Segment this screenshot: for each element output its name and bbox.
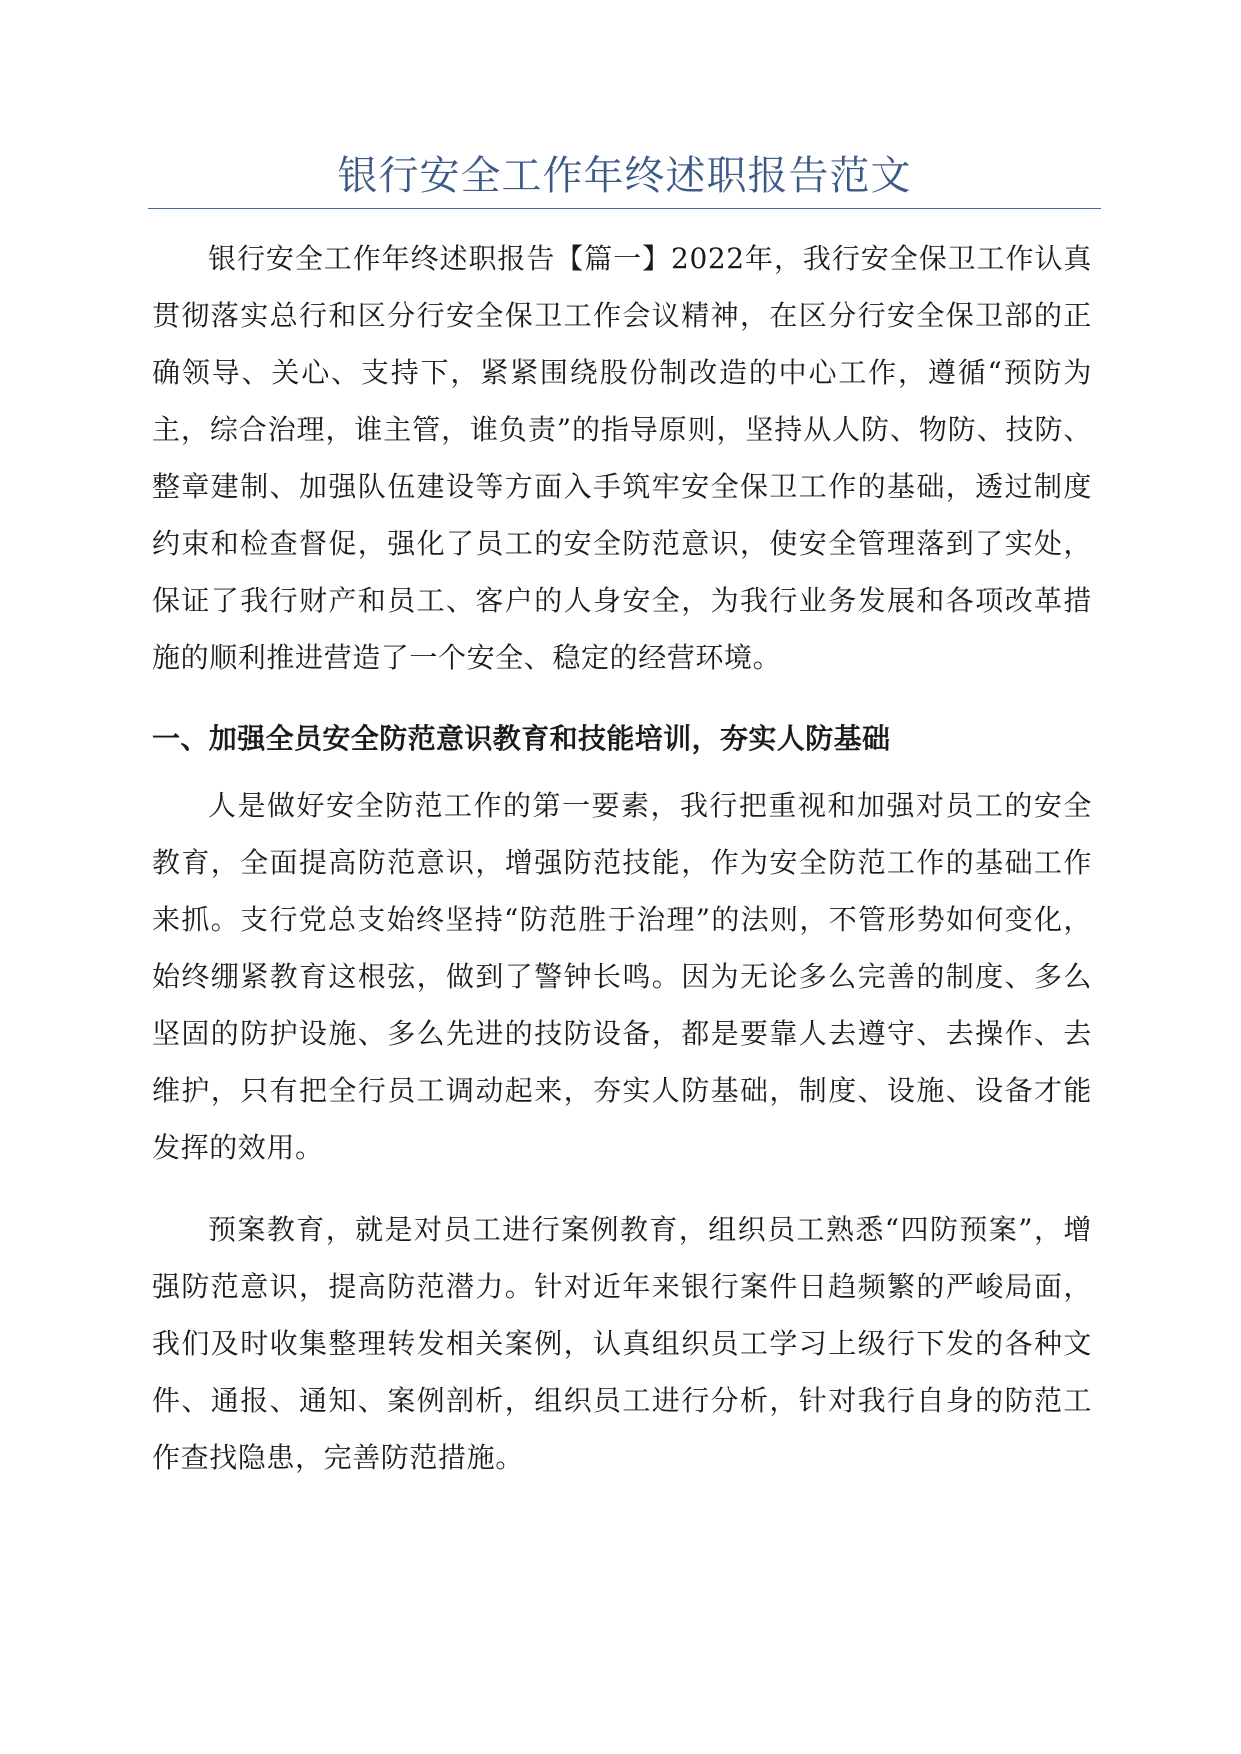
section-heading-1: 一、加强全员安全防范意识教育和技能培训，夯实人防基础	[152, 722, 891, 755]
title-underline-divider	[148, 208, 1101, 209]
document-body	[152, 230, 1092, 1486]
paragraph-personnel-defense: 人是做好安全防范工作的第一要素，我行把重视和加强对员工的安全教育，全面提高防范意识，增强防范技能，作为安全防范工作的基础工作来抓。支行党总支始终坚持“防范胜于治理”的法则，不管形势如何变化，始终绷紧教育这根弦，做到了警钟长鸣。因为无论多么完善的制度、多么坚固的防护设施、多么先进的技防设备，都是要靠人去遵守、去操作、去维护，只有把全行员工调动起来，夯实人防基础，制度、设施、设备才能发挥的效用。	[152, 789, 1092, 1164]
paragraph-intro: 银行安全工作年终述职报告【篇一】2022年，我行安全保卫工作认真贯彻落实总行和区分行安全保卫工作会议精神，在区分行安全保卫部的正确领导、关心、支持下，紧紧围绕股份制改造的中心工作，遵循“预防为主，综合治理，谁主管，谁负责”的指导原则，坚持从人防、物防、技防、整章建制、加强队伍建设等方面入手筑牢安全保卫工作的基础，透过制度约束和检查督促，强化了员工的安全防范意识，使安全管理落到了实处，保证了我行财产和员工、客户的人身安全，为我行业务发展和各项改革措施的顺利推进营造了一个安全、稳定的经营环境。	[152, 242, 1092, 674]
paragraph-case-education: 预案教育，就是对员工进行案例教育，组织员工熟悉“四防预案”，增强防范意识，提高防范潜力。针对近年来银行案件日趋频繁的严峻局面，我们及时收集整理转发相关案例，认真组织员工学习上级行下发的各种文件、通报、通知、案例剖析，组织员工进行分析，针对我行自身的防范工作查找隐患，完善防范措施。	[152, 1213, 1092, 1474]
document-title: 银行安全工作年终述职报告范文	[337, 153, 912, 199]
